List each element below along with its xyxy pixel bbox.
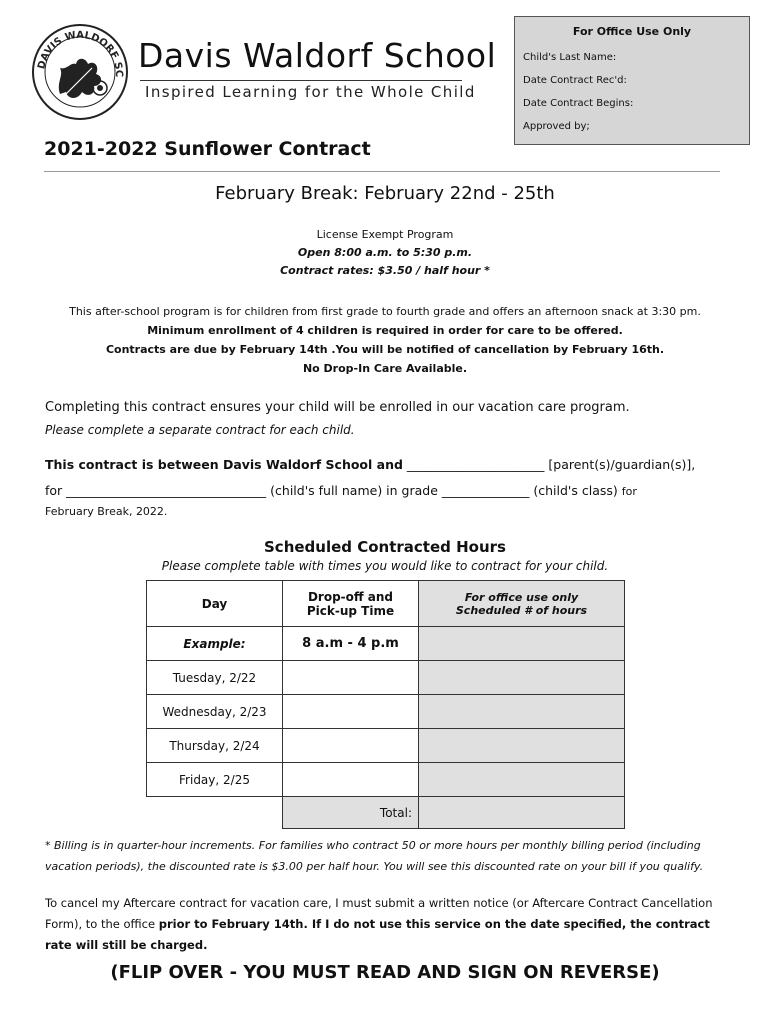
office-field-approved-by: Approved by; — [523, 121, 590, 132]
agreement-parent-label: [parent(s)/guardian(s)], — [548, 457, 696, 472]
office-hours-cell — [419, 763, 625, 797]
total-value-cell — [419, 797, 625, 829]
oak-leaf-icon — [59, 59, 107, 98]
time-input-cell[interactable] — [283, 695, 419, 729]
info-line-3: Contracts are due by February 14th .You will be notified of cancellation by February 16th. — [105, 343, 665, 356]
info-line-1: This after-school program is for children from first grade to fourth grade and offers an afternoon snack at 3:30 pm. — [69, 305, 701, 318]
office-field-date-begins: Date Contract Begins: — [523, 98, 634, 109]
day-cell: Thursday, 2/24 — [147, 729, 283, 763]
rates-text: Contract rates: $3.50 / half hour * — [280, 264, 490, 277]
col-time-header: Drop-off and Pick-up Time — [283, 581, 419, 627]
office-hours-cell — [419, 729, 625, 763]
enroll-line-1: Completing this contract ensures your child will be enrolled in our vacation care program. — [45, 400, 630, 415]
child-name-blank[interactable]: ________________________________ — [66, 483, 267, 498]
agreement-for-tail: for — [621, 485, 637, 498]
seal-text: DAVIS WALDORF SC — [36, 29, 125, 78]
child-name-label: (child's full name) in grade — [270, 483, 438, 498]
agreement-line-2 — [45, 483, 637, 498]
table-total-row — [147, 797, 625, 829]
divider — [44, 171, 720, 172]
table-row — [147, 729, 625, 763]
office-hours-cell — [419, 695, 625, 729]
total-label: Total: — [283, 797, 419, 829]
child-class-label: (child's class) — [533, 483, 618, 498]
table-row — [147, 661, 625, 695]
contract-title: 2021-2022 Sunflower Contract — [44, 138, 371, 160]
office-use-box — [514, 16, 750, 145]
school-name: Davis Waldorf School — [138, 36, 497, 75]
parent-name-blank[interactable]: ______________________ — [406, 457, 545, 472]
col-office-header: For office use only Scheduled # of hours — [419, 581, 625, 627]
grade-blank[interactable]: ______________ — [441, 483, 530, 498]
office-box-title: For Office Use Only — [572, 25, 692, 38]
license-text: License Exempt Program — [316, 228, 454, 241]
school-seal-logo — [30, 22, 130, 122]
table-header-row — [147, 581, 625, 627]
table-row — [147, 763, 625, 797]
cancel-note — [45, 893, 735, 956]
agreement-for: for — [45, 483, 63, 498]
day-cell: Wednesday, 2/23 — [147, 695, 283, 729]
hours-table — [146, 580, 625, 829]
school-tagline: Inspired Learning for the Whole Child — [145, 83, 476, 101]
cancel-intro: To cancel my Aftercare contract for vacation care, I must submit a written notice (or Aftercare Contract Cancellation Form), to the office — [45, 896, 713, 931]
time-input-cell[interactable] — [283, 661, 419, 695]
info-line-2: Minimum enrollment of 4 children is required in order for care to be offered. — [147, 324, 623, 337]
table-subheading: Please complete table with times you would like to contract for your child. — [161, 559, 609, 573]
agreement-line-3: February Break, 2022. — [45, 505, 168, 518]
example-time: 8 a.m - 4 p.m — [283, 627, 419, 661]
cancel-deadline: prior to February 14th. If I do not use this service on the date specified, the contract rate will still be charged. — [45, 917, 710, 952]
break-title: February Break: February 22nd - 25th — [215, 183, 555, 204]
empty-cell — [147, 797, 283, 829]
example-office-cell — [419, 627, 625, 661]
flip-over-notice: (FLIP OVER - YOU MUST READ AND SIGN ON REVERSE) — [110, 962, 660, 983]
office-hours-cell — [419, 661, 625, 695]
office-field-date-received: Date Contract Rec'd: — [523, 75, 627, 86]
day-cell: Friday, 2/25 — [147, 763, 283, 797]
divider — [140, 80, 462, 81]
example-label: Example: — [147, 627, 283, 661]
table-row — [147, 695, 625, 729]
hours-text: Open 8:00 a.m. to 5:30 p.m. — [297, 246, 473, 259]
col-day-header: Day — [147, 581, 283, 627]
agreement-line-1 — [45, 457, 695, 472]
time-input-cell[interactable] — [283, 729, 419, 763]
table-row-example — [147, 627, 625, 661]
day-cell: Tuesday, 2/22 — [147, 661, 283, 695]
info-line-4: No Drop-In Care Available. — [302, 362, 468, 375]
time-input-cell[interactable] — [283, 763, 419, 797]
agreement-intro: This contract is between Davis Waldorf School and — [45, 457, 403, 472]
enroll-line-2: Please complete a separate contract for each child. — [45, 423, 355, 437]
billing-note: * Billing is in quarter-hour increments. For families who contract 50 or more hours per monthly billing period (including vacation periods), the discounted rate is $3.00 per half hour. You will see this discounted rate on your bill if you qualify. — [45, 839, 704, 873]
table-heading: Scheduled Contracted Hours — [264, 538, 506, 556]
office-field-last-name: Child's Last Name: — [523, 52, 617, 63]
